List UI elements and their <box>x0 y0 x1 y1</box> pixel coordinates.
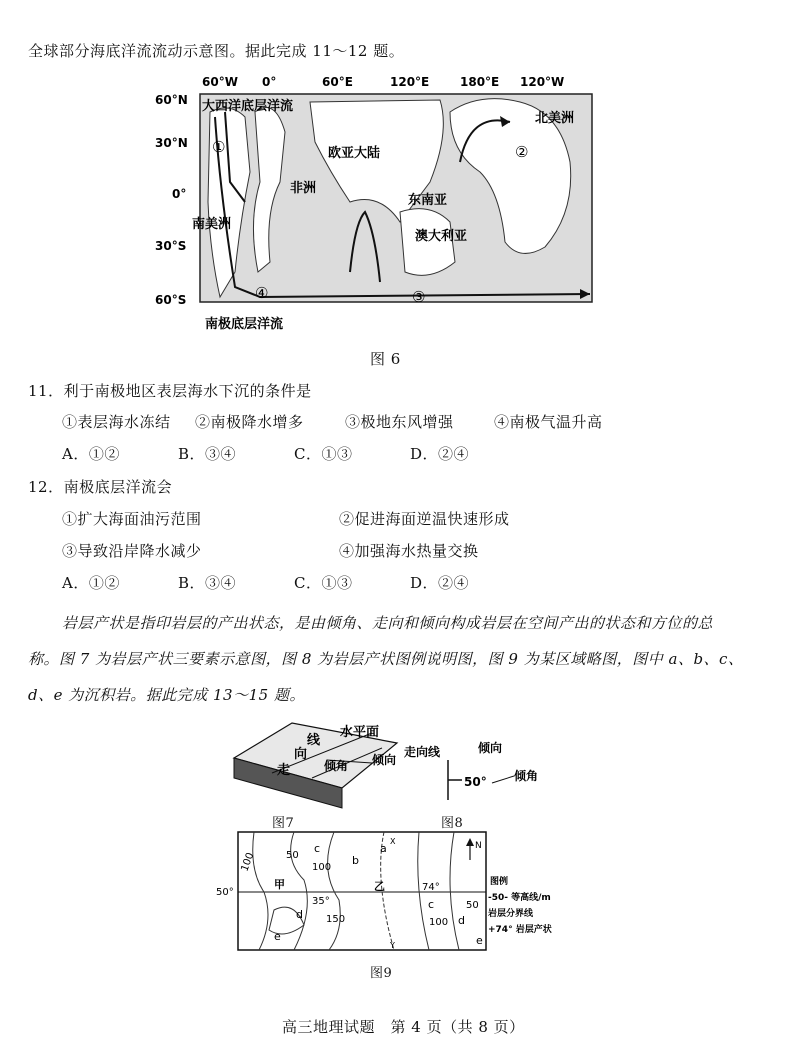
q12-option: ③导致沿岸降水减少 <box>62 542 202 560</box>
axis-top-label: 0° <box>262 75 277 89</box>
fig9-y-mark: Y <box>390 941 395 950</box>
axis-left-label: 60°N <box>155 93 188 107</box>
fig9-legend-item: -50- 等高线/m <box>488 893 551 903</box>
fig7-dip-angle: 倾角 <box>324 759 349 773</box>
passage-line-3: d、e 为沉积岩。据此完成 13～15 题。 <box>28 686 305 704</box>
q12-choice-d: D．②④ <box>410 574 470 592</box>
marker-2: ② <box>515 143 529 161</box>
label-eurasia: 欧亚大陆 <box>328 146 381 161</box>
fig9-contour: 100 <box>429 917 449 928</box>
figure-7-caption: 图7 <box>272 816 295 831</box>
marker-1: ① <box>212 138 226 156</box>
label-south-america: 南美洲 <box>192 217 232 232</box>
fig9-x-mark: X <box>390 837 396 846</box>
fig9-legend-title: 图例 <box>490 877 509 887</box>
fig9-contour: 50 <box>466 900 479 911</box>
figure-6-map <box>150 72 610 342</box>
fig9-contour: 50 <box>286 850 299 861</box>
fig9-contour: 100 <box>239 851 257 874</box>
fig8-strike: 走向线 <box>404 745 441 759</box>
fig9-legend-item: 岩层分界线 <box>488 909 534 919</box>
fig7-line: 线 <box>307 733 321 748</box>
fig9-lat: 50° <box>216 887 234 898</box>
fig7-walk: 走 <box>277 763 291 778</box>
axis-left-label: 30°N <box>155 136 188 150</box>
fig8-angle: 50° <box>464 775 487 789</box>
fig9-letter: b <box>352 854 359 867</box>
label-southeast-asia: 东南亚 <box>408 193 448 208</box>
q11-choice-b: B．③④ <box>178 445 237 463</box>
fig9-legend-item: +74° 岩层产状 <box>488 925 552 935</box>
label-africa: 非洲 <box>290 181 317 196</box>
fig9-attitude-2: 74° <box>422 882 440 893</box>
q12-choice-c: C．①③ <box>294 574 353 592</box>
fig8-dip-angle: 倾角 <box>514 769 539 783</box>
figure-9-caption: 图9 <box>370 966 393 981</box>
axis-top-label: 120°E <box>390 75 430 89</box>
fig7-to: 向 <box>294 747 308 762</box>
fig9-letter: e <box>274 930 281 943</box>
axis-top-label: 60°E <box>322 75 353 89</box>
figure-6 <box>150 72 610 342</box>
q11-option: ①表层海水冻结 <box>62 413 171 431</box>
label-australia: 澳大利亚 <box>415 229 468 244</box>
q12-choice-b: B．③④ <box>178 574 237 592</box>
figure-8 <box>402 738 542 808</box>
fig9-letter: e <box>476 934 483 947</box>
axis-left-label: 0° <box>172 187 187 201</box>
figure-8-caption: 图8 <box>441 816 464 831</box>
fig9-north: N <box>475 841 482 851</box>
fig9-attitude-1: 35° <box>312 896 330 907</box>
fig9-letter: d <box>296 908 303 921</box>
axis-top-label: 60°W <box>202 75 238 89</box>
fig9-letter: d <box>458 914 465 927</box>
passage-line-2: 称。图 7 为岩层产状三要素示意图，图 8 为岩层产状图例说明图，图 9 为某区域略图，图中 a、b、c、 <box>28 650 744 668</box>
fig7-dip-dir: 倾向 <box>372 753 397 767</box>
figure-9 <box>214 830 554 960</box>
q12-option: ②促进海面逆温快速形成 <box>339 510 510 528</box>
axis-left-label: 30°S <box>155 239 187 253</box>
fig8-dip-dir: 倾向 <box>478 741 503 755</box>
fig7-water-plane: 水平面 <box>340 725 380 740</box>
label-atlantic-current: 大西洋底层洋流 <box>202 99 294 114</box>
marker-3: ③ <box>412 288 426 306</box>
q11-option: ④南极气温升高 <box>494 413 603 431</box>
fig9-letter: a <box>380 842 387 855</box>
figure-9-map <box>214 830 554 960</box>
marker-4: ④ <box>255 284 269 302</box>
question-11-stem: 11．利于南极地区表层海水下沉的条件是 <box>28 382 312 400</box>
figure-7-diagram <box>232 718 402 810</box>
figure-8-diagram <box>402 738 542 808</box>
q11-choice-d: D．②④ <box>410 445 470 463</box>
axis-left-label: 60°S <box>155 293 187 307</box>
label-antarctic-current: 南极底层洋流 <box>205 317 284 332</box>
fig9-contour: 150 <box>326 914 346 925</box>
passage-line-1: 岩层产状是指印岩层的产出状态，是由倾角、走向和倾向构成岩层在空间产出的状态和方位的总 <box>62 614 714 632</box>
fig9-place-yi: 乙 <box>374 880 385 893</box>
figure-7 <box>232 718 402 810</box>
fig9-letter: c <box>428 898 435 911</box>
q11-choice-a: A．①② <box>62 445 120 463</box>
fig9-letter: c <box>314 842 321 855</box>
q12-option: ①扩大海面油污范围 <box>62 510 202 528</box>
question-12-stem: 12．南极底层洋流会 <box>28 478 173 496</box>
q11-option: ②南极降水增多 <box>195 413 304 431</box>
figure-6-caption: 图 6 <box>370 350 401 368</box>
intro-text: 全球部分海底洋流流动示意图。据此完成 11～12 题。 <box>28 42 405 60</box>
fig9-contour: 100 <box>312 862 332 873</box>
q11-option: ③极地东风增强 <box>345 413 454 431</box>
axis-top-label: 180°E <box>460 75 500 89</box>
q12-option: ④加强海水热量交换 <box>339 542 479 560</box>
q12-choice-a: A．①② <box>62 574 120 592</box>
fig9-place-jia: 甲 <box>274 878 285 891</box>
label-north-america: 北美洲 <box>535 111 575 126</box>
q11-choice-c: C．①③ <box>294 445 353 463</box>
page-footer: 高三地理试题 第 4 页（共 8 页） <box>282 1018 525 1036</box>
axis-top-label: 120°W <box>520 75 565 89</box>
